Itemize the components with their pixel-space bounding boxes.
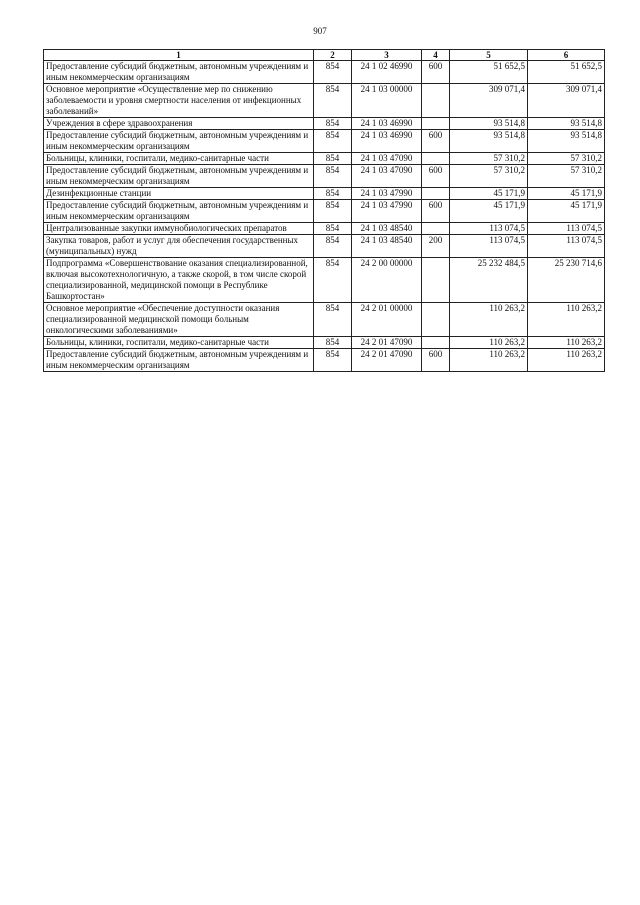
- column-header-2: 2: [314, 50, 352, 61]
- row-amount-year-1: 51 652,5: [450, 61, 528, 84]
- row-expense-type: 600: [422, 349, 450, 372]
- row-expense-type: 600: [422, 130, 450, 153]
- table-row: [44, 349, 605, 372]
- row-expense-type: 600: [422, 61, 450, 84]
- row-description: Больницы, клиники, госпитали, медико-санитарные части: [44, 337, 314, 349]
- table-row: [44, 61, 605, 84]
- row-expense-type: [422, 118, 450, 130]
- row-description: Предоставление субсидий бюджетным, автономным учреждениям и иным некоммерческим организациям: [44, 61, 314, 84]
- row-description: Дезинфекционные станции: [44, 188, 314, 200]
- row-ministry-code: 854: [314, 303, 352, 337]
- row-description: Учреждения в сфере здравоохранения: [44, 118, 314, 130]
- row-target-article: 24 2 01 47090: [352, 349, 422, 372]
- row-expense-type: [422, 188, 450, 200]
- row-amount-year-2: 57 310,2: [528, 153, 605, 165]
- row-amount-year-1: 93 514,8: [450, 118, 528, 130]
- row-amount-year-1: 57 310,2: [450, 165, 528, 188]
- row-description: Предоставление субсидий бюджетным, автономным учреждениям и иным некоммерческим организациям: [44, 130, 314, 153]
- row-amount-year-1: 110 263,2: [450, 349, 528, 372]
- row-ministry-code: 854: [314, 84, 352, 118]
- row-ministry-code: 854: [314, 188, 352, 200]
- page-number: 907: [313, 26, 327, 36]
- row-expense-type: [422, 303, 450, 337]
- row-ministry-code: 854: [314, 223, 352, 235]
- row-amount-year-2: 51 652,5: [528, 61, 605, 84]
- row-description: Предоставление субсидий бюджетным, автономным учреждениям и иным некоммерческим организациям: [44, 349, 314, 372]
- row-amount-year-1: 113 074,5: [450, 235, 528, 258]
- row-amount-year-1: 93 514,8: [450, 130, 528, 153]
- column-header-5: 5: [450, 50, 528, 61]
- row-target-article: 24 1 03 47990: [352, 200, 422, 223]
- row-description: Основное мероприятие «Обеспечение доступности оказания специализированной медицинской помощи больным онкологическими заболеваниями»: [44, 303, 314, 337]
- table-row: [44, 235, 605, 258]
- row-target-article: 24 1 03 47090: [352, 153, 422, 165]
- row-description: Централизованные закупки иммунобиологических препаратов: [44, 223, 314, 235]
- table-header-row: [44, 50, 605, 61]
- table-row: [44, 200, 605, 223]
- table-row: [44, 223, 605, 235]
- row-ministry-code: 854: [314, 153, 352, 165]
- row-target-article: 24 1 03 00000: [352, 84, 422, 118]
- row-amount-year-2: 309 071,4: [528, 84, 605, 118]
- row-amount-year-2: 110 263,2: [528, 349, 605, 372]
- column-header-4: 4: [422, 50, 450, 61]
- row-expense-type: [422, 84, 450, 118]
- row-description: Подпрограмма «Совершенствование оказания специализированной, включая высокотехнологичную, а также скорой, в том числе скорой специализированной, медицинской помощи в Республике Башкортостан»: [44, 258, 314, 303]
- row-expense-type: [422, 337, 450, 349]
- column-header-1: 1: [44, 50, 314, 61]
- row-amount-year-1: 110 263,2: [450, 303, 528, 337]
- row-amount-year-2: 93 514,8: [528, 130, 605, 153]
- row-amount-year-2: 93 514,8: [528, 118, 605, 130]
- row-expense-type: [422, 223, 450, 235]
- row-description: Закупка товаров, работ и услуг для обеспечения государственных (муниципальных) нужд: [44, 235, 314, 258]
- row-ministry-code: 854: [314, 61, 352, 84]
- row-ministry-code: 854: [314, 235, 352, 258]
- table-row: [44, 165, 605, 188]
- row-description: Предоставление субсидий бюджетным, автономным учреждениям и иным некоммерческим организациям: [44, 165, 314, 188]
- row-target-article: 24 1 03 47990: [352, 188, 422, 200]
- row-amount-year-2: 113 074,5: [528, 235, 605, 258]
- table-row: [44, 303, 605, 337]
- row-amount-year-2: 110 263,2: [528, 337, 605, 349]
- row-amount-year-1: 110 263,2: [450, 337, 528, 349]
- row-expense-type: 200: [422, 235, 450, 258]
- column-header-6: 6: [528, 50, 605, 61]
- row-amount-year-2: 57 310,2: [528, 165, 605, 188]
- table-row: [44, 118, 605, 130]
- row-target-article: 24 1 03 48540: [352, 235, 422, 258]
- column-header-3: 3: [352, 50, 422, 61]
- row-target-article: 24 2 01 47090: [352, 337, 422, 349]
- row-amount-year-2: 45 171,9: [528, 188, 605, 200]
- row-description: Предоставление субсидий бюджетным, автономным учреждениям и иным некоммерческим организациям: [44, 200, 314, 223]
- table-row: [44, 84, 605, 118]
- row-target-article: 24 1 03 47090: [352, 165, 422, 188]
- row-amount-year-2: 113 074,5: [528, 223, 605, 235]
- row-target-article: 24 1 02 46990: [352, 61, 422, 84]
- row-target-article: 24 1 03 48540: [352, 223, 422, 235]
- table-row: [44, 188, 605, 200]
- row-amount-year-2: 45 171,9: [528, 200, 605, 223]
- row-target-article: 24 2 00 00000: [352, 258, 422, 303]
- row-description: Основное мероприятие «Осуществление мер по снижению заболеваемости и уровня смертности населения от инфекционных заболеваний»: [44, 84, 314, 118]
- row-expense-type: [422, 153, 450, 165]
- budget-table: [43, 49, 605, 372]
- table-row: [44, 153, 605, 165]
- row-ministry-code: 854: [314, 337, 352, 349]
- row-amount-year-2: 25 230 714,6: [528, 258, 605, 303]
- row-amount-year-1: 45 171,9: [450, 188, 528, 200]
- row-ministry-code: 854: [314, 200, 352, 223]
- table-row: [44, 130, 605, 153]
- row-expense-type: 600: [422, 165, 450, 188]
- row-amount-year-1: 45 171,9: [450, 200, 528, 223]
- row-ministry-code: 854: [314, 165, 352, 188]
- table-body: [44, 61, 605, 372]
- row-description: Больницы, клиники, госпитали, медико-санитарные части: [44, 153, 314, 165]
- row-amount-year-1: 309 071,4: [450, 84, 528, 118]
- row-ministry-code: 854: [314, 349, 352, 372]
- row-target-article: 24 1 03 46990: [352, 130, 422, 153]
- row-expense-type: 600: [422, 200, 450, 223]
- row-ministry-code: 854: [314, 130, 352, 153]
- row-target-article: 24 1 03 46990: [352, 118, 422, 130]
- row-amount-year-1: 113 074,5: [450, 223, 528, 235]
- table-row: [44, 258, 605, 303]
- row-amount-year-1: 57 310,2: [450, 153, 528, 165]
- row-ministry-code: 854: [314, 118, 352, 130]
- row-target-article: 24 2 01 00000: [352, 303, 422, 337]
- row-amount-year-1: 25 232 484,5: [450, 258, 528, 303]
- table-row: [44, 337, 605, 349]
- row-amount-year-2: 110 263,2: [528, 303, 605, 337]
- row-expense-type: [422, 258, 450, 303]
- row-ministry-code: 854: [314, 258, 352, 303]
